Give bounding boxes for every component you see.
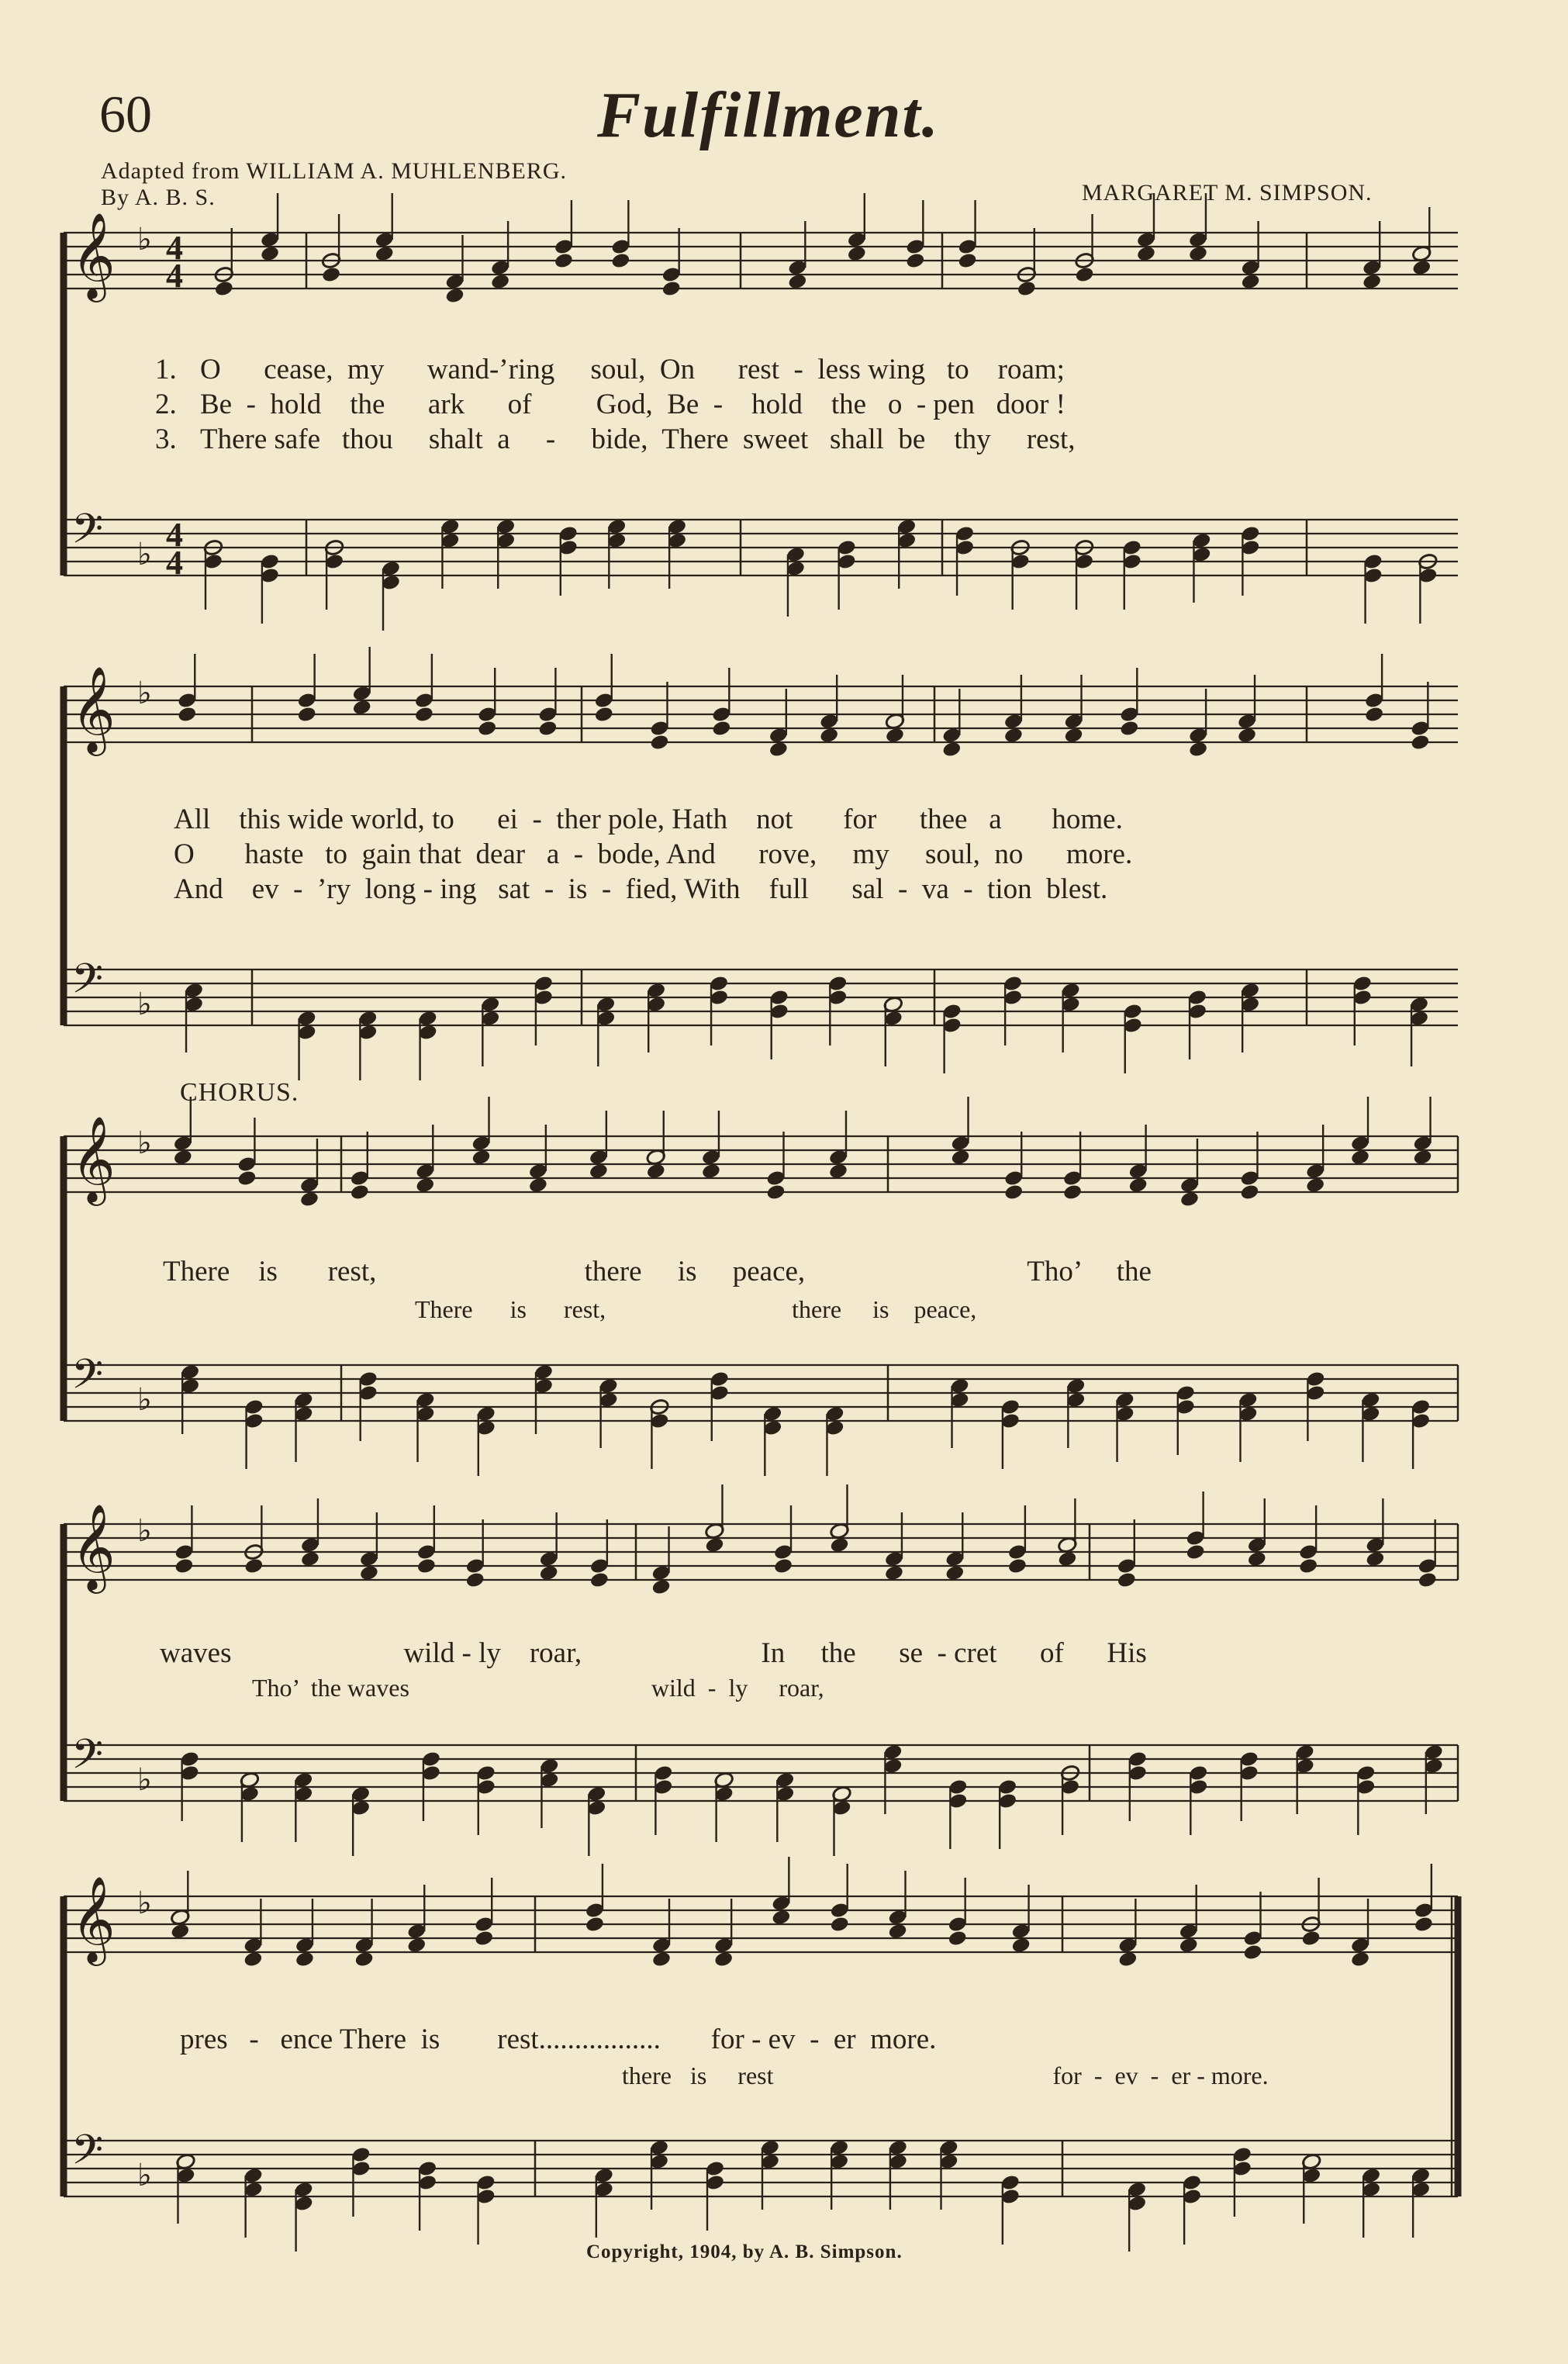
note-head bbox=[474, 1930, 494, 1948]
note-head bbox=[1186, 1543, 1206, 1561]
note-head bbox=[299, 1191, 319, 1208]
key-signature-flat: ♭ bbox=[137, 222, 152, 257]
note-head bbox=[1010, 1937, 1031, 1954]
bass-clef: 𝄢 bbox=[71, 2127, 104, 2184]
note-head bbox=[243, 1951, 263, 1968]
note-head bbox=[585, 1916, 605, 1934]
chorus-line-2-bass: Tho’ the waves wild - ly roar, bbox=[252, 1674, 824, 1702]
note-head bbox=[887, 1923, 907, 1941]
note-head bbox=[465, 1571, 485, 1589]
hymn-title: Fulfillment. bbox=[597, 79, 940, 151]
note-head bbox=[1350, 1951, 1370, 1968]
key-signature-flat: ♭ bbox=[137, 1125, 152, 1161]
note-head bbox=[1298, 1557, 1318, 1575]
note-head bbox=[773, 1557, 793, 1575]
note-head bbox=[174, 1557, 194, 1575]
note-head bbox=[406, 1937, 427, 1954]
note-head bbox=[713, 1951, 734, 1968]
note-head bbox=[1414, 1916, 1434, 1934]
note-head bbox=[957, 252, 977, 270]
note-head bbox=[589, 1163, 609, 1180]
note-head bbox=[646, 1163, 666, 1180]
key-signature-flat: ♭ bbox=[137, 676, 152, 711]
note-head bbox=[1188, 245, 1208, 263]
key-signature-flat: ♭ bbox=[137, 1885, 152, 1921]
note-head bbox=[651, 1578, 671, 1596]
note-head bbox=[649, 734, 669, 752]
copyright-notice: Copyright, 1904, by A. B. Simpson. bbox=[586, 2241, 903, 2262]
credit-adapted-from: Adapted from WILLIAM A. MUHLENBERG. bbox=[101, 158, 568, 184]
verse-3-line-2: And ev - ’ry long - ing sat - is - fied, With full sal - va - tion blest. bbox=[174, 873, 1108, 905]
treble-clef: 𝄞 bbox=[71, 1875, 116, 1962]
note-head bbox=[354, 1951, 374, 1968]
note-head bbox=[1350, 1149, 1370, 1166]
note-head bbox=[1128, 1177, 1148, 1194]
bass-clef: 𝄢 bbox=[71, 1731, 104, 1789]
note-head bbox=[594, 706, 614, 724]
note-head bbox=[1136, 245, 1156, 263]
note-head bbox=[765, 1184, 786, 1201]
credit-composer: MARGARET M. SIMPSON. bbox=[1082, 180, 1373, 206]
note-head bbox=[477, 720, 497, 738]
note-head bbox=[1179, 1191, 1200, 1208]
note-head bbox=[173, 1149, 193, 1166]
note-head bbox=[884, 1564, 904, 1582]
note-head bbox=[1365, 1550, 1385, 1568]
note-head bbox=[1063, 727, 1083, 745]
key-signature-flat: ♭ bbox=[137, 2158, 152, 2193]
note-head bbox=[589, 1571, 610, 1589]
note-head bbox=[260, 245, 280, 263]
note-head bbox=[1237, 727, 1257, 745]
note-head bbox=[297, 706, 317, 724]
note-head bbox=[1242, 1944, 1262, 1961]
note-head bbox=[771, 1909, 791, 1927]
chorus-line-3-bass: there is rest for - ev - er - more. bbox=[622, 2062, 1269, 2089]
note-head bbox=[350, 1184, 370, 1201]
note-head bbox=[539, 1564, 559, 1582]
verse-2-line-1: 2. Be - hold the ark of God, Be - hold the o - pen door ! bbox=[155, 389, 1065, 420]
note-head bbox=[829, 1536, 849, 1554]
note-head bbox=[1007, 1557, 1027, 1575]
treble-clef: 𝄞 bbox=[71, 1503, 116, 1590]
time-signature-top: 4 bbox=[166, 229, 183, 267]
note-head bbox=[243, 1557, 264, 1575]
note-head bbox=[375, 245, 395, 263]
note-head bbox=[950, 1149, 970, 1166]
note-head bbox=[1418, 1571, 1438, 1589]
note-head bbox=[1003, 727, 1024, 745]
note-head bbox=[177, 706, 197, 724]
note-head bbox=[300, 1550, 320, 1568]
chorus-line-1-soprano: There is rest, there is peace, Tho’ the bbox=[163, 1256, 1152, 1287]
note-head bbox=[651, 1951, 672, 1968]
note-head bbox=[170, 1923, 190, 1941]
note-head bbox=[1117, 1571, 1137, 1589]
note-head bbox=[1003, 1184, 1024, 1201]
note-head bbox=[1364, 706, 1384, 724]
note-head bbox=[321, 266, 341, 284]
note-head bbox=[490, 273, 510, 291]
bass-clef: 𝄢 bbox=[71, 1351, 104, 1408]
key-signature-flat: ♭ bbox=[137, 987, 152, 1022]
note-head bbox=[1188, 741, 1208, 759]
note-head bbox=[945, 1564, 965, 1582]
note-head bbox=[819, 727, 839, 745]
note-head bbox=[359, 1564, 379, 1582]
chorus-line-1-bass: There is rest, there is peace, bbox=[415, 1295, 977, 1323]
note-head bbox=[1239, 1184, 1259, 1201]
note-head bbox=[828, 1163, 848, 1180]
note-head bbox=[847, 245, 867, 263]
note-head bbox=[1305, 1177, 1325, 1194]
note-head bbox=[1179, 1937, 1199, 1954]
time-signature-bottom: 4 bbox=[166, 544, 183, 582]
chorus-line-3-soprano: pres - ence There is rest................. for - ev - er more. bbox=[180, 2024, 937, 2055]
note-head bbox=[1057, 1550, 1077, 1568]
note-head bbox=[237, 1170, 257, 1187]
treble-clef: 𝄞 bbox=[71, 212, 116, 299]
note-head bbox=[1412, 1149, 1432, 1166]
bass-clef: 𝄢 bbox=[71, 506, 104, 563]
credit-by: By A. B. S. bbox=[101, 185, 216, 210]
note-head bbox=[610, 252, 630, 270]
bass-clef: 𝄢 bbox=[71, 956, 104, 1013]
note-head bbox=[1241, 273, 1261, 291]
key-signature-flat: ♭ bbox=[137, 1513, 152, 1549]
note-head bbox=[214, 280, 234, 298]
note-head bbox=[295, 1951, 315, 1968]
note-head bbox=[1062, 1184, 1083, 1201]
note-head bbox=[704, 1536, 724, 1554]
treble-clef: 𝄞 bbox=[71, 1115, 116, 1202]
verse-1-line-1: 1. O cease, my wand-’ring soul, On rest - less wing to roam; bbox=[155, 354, 1065, 385]
note-head bbox=[768, 741, 789, 759]
verse-3-line-1: 3. There safe thou shalt a - bide, There sweet shall be thy rest, bbox=[155, 423, 1076, 455]
key-signature-flat: ♭ bbox=[137, 1762, 152, 1798]
note-head bbox=[471, 1149, 491, 1166]
note-head bbox=[1362, 273, 1382, 291]
note-head bbox=[1017, 280, 1037, 298]
note-head bbox=[941, 741, 962, 759]
note-head bbox=[444, 287, 465, 305]
key-signature-flat: ♭ bbox=[137, 1382, 152, 1418]
key-signature-flat: ♭ bbox=[137, 537, 152, 572]
note-head bbox=[1119, 720, 1139, 738]
note-head bbox=[711, 720, 731, 738]
note-head bbox=[1117, 1951, 1138, 1968]
verse-1-line-2: All this wide world, to ei - ther pole, Hath not for thee a home. bbox=[174, 804, 1123, 835]
page-number: 60 bbox=[99, 85, 152, 143]
chorus-line-2-soprano: waves wild - ly roar, In the se - cret of His bbox=[160, 1637, 1147, 1669]
note-head bbox=[1247, 1550, 1267, 1568]
treble-clef: 𝄞 bbox=[71, 665, 116, 752]
note-head bbox=[352, 699, 372, 717]
note-head bbox=[1074, 266, 1094, 284]
note-head bbox=[537, 720, 558, 738]
note-head bbox=[905, 252, 925, 270]
verse-2-line-2: O haste to gain that dear a - bode, And rove, my soul, no more. bbox=[174, 838, 1133, 870]
note-head bbox=[830, 1916, 850, 1934]
note-head bbox=[1300, 1930, 1321, 1948]
note-head bbox=[528, 1177, 548, 1194]
note-head bbox=[414, 706, 434, 724]
note-head bbox=[1411, 259, 1432, 277]
note-head bbox=[787, 273, 807, 291]
note-head bbox=[701, 1163, 721, 1180]
note-head bbox=[554, 252, 574, 270]
note-head bbox=[415, 1177, 435, 1194]
note-head bbox=[661, 280, 682, 298]
note-head bbox=[416, 1557, 437, 1575]
note-head bbox=[1410, 734, 1430, 752]
time-signature-bottom: 4 bbox=[166, 257, 183, 295]
note-head bbox=[885, 727, 905, 745]
chorus-label: CHORUS. bbox=[180, 1078, 299, 1107]
note-head bbox=[948, 1930, 968, 1948]
time-signature-top: 4 bbox=[166, 516, 183, 554]
